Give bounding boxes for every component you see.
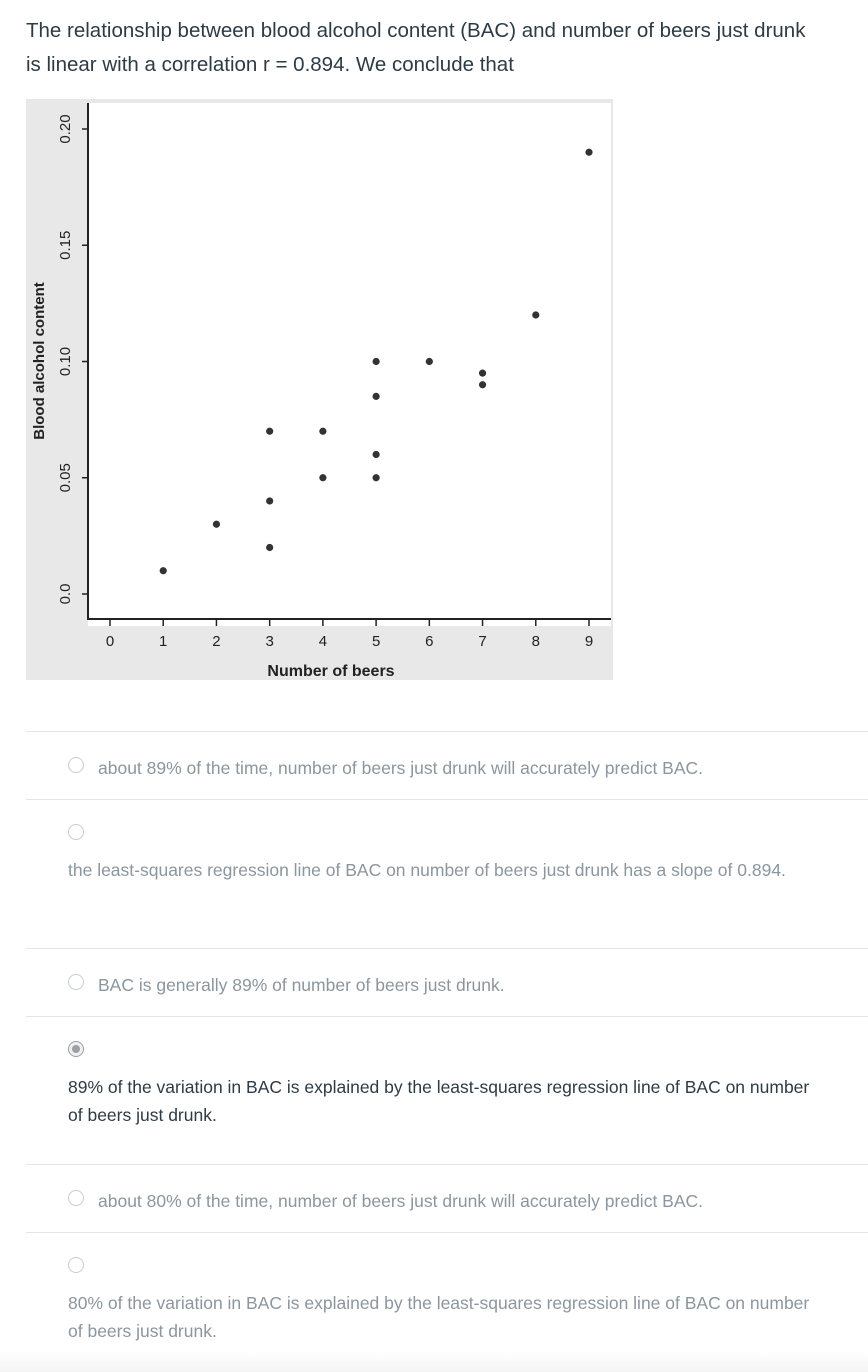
answer-option-3[interactable] [26, 948, 868, 1016]
data-point [266, 544, 273, 551]
plot-area [88, 103, 611, 626]
answer-list [26, 731, 868, 1372]
data-point [373, 451, 380, 458]
y-tick-label: 0.15 [57, 230, 74, 260]
radio-button[interactable] [68, 824, 84, 840]
bottom-fade [0, 1352, 868, 1372]
answer-option-5[interactable] [26, 1164, 868, 1232]
x-tick-label: 5 [371, 633, 381, 650]
data-point [426, 358, 433, 365]
x-tick-label: 6 [425, 633, 434, 650]
x-tick-label: 3 [265, 633, 274, 650]
y-tick-label: 0.20 [57, 114, 74, 144]
x-tick-label: 1 [159, 633, 168, 650]
y-axis-label: Blood alcohol content [31, 282, 48, 440]
data-point [373, 474, 380, 481]
x-tick-label: 7 [478, 633, 487, 650]
data-point [213, 521, 220, 528]
x-axis-label: Number of beers [267, 663, 395, 680]
answer-label: the least-squares regression line of BAC on number of beers just drunk has a slope of 0.894. [68, 860, 786, 880]
x-tick-label: 2 [212, 633, 221, 650]
x-tick-label: 0 [105, 633, 115, 650]
x-tick-label: 8 [531, 633, 540, 650]
answer-label: about 89% of the time, number of beers just drunk will accurately predict BAC. [98, 758, 704, 778]
answer-option-1[interactable] [26, 731, 868, 799]
radio-button-selected[interactable] [68, 1041, 84, 1057]
data-point [373, 358, 380, 365]
data-point [373, 393, 380, 400]
data-point [319, 428, 326, 435]
data-point [266, 428, 273, 435]
answer-label: BAC is generally 89% of number of beers just drunk. [98, 975, 505, 995]
y-tick-label: 0.0 [57, 583, 74, 605]
answer-option-6[interactable] [26, 1232, 868, 1372]
question-text: The relationship between blood alcohol content (BAC) and number of beers just drunk is linear with a correlation r = 0.894. We conclude that [26, 19, 806, 76]
answer-label: 89% of the variation in BAC is explained by the least-squares regression line of BAC on number of beers just drunk. [68, 1077, 810, 1125]
data-point [319, 474, 326, 481]
x-tick-label: 4 [318, 633, 328, 650]
data-point [585, 149, 592, 156]
data-point [160, 567, 167, 574]
radio-button[interactable] [68, 1190, 84, 1206]
data-point [479, 381, 486, 388]
data-point [479, 370, 486, 377]
answer-label: 80% of the variation in BAC is explained by the least-squares regression line of BAC on number of beers just drunk. [68, 1293, 810, 1341]
answer-label: about 80% of the time, number of beers just drunk will accurately predict BAC. [98, 1191, 704, 1211]
radio-button[interactable] [68, 757, 84, 773]
radio-button[interactable] [68, 974, 84, 990]
radio-button[interactable] [68, 1257, 84, 1273]
y-tick-label: 0.05 [57, 463, 74, 493]
chart-svg [26, 99, 613, 680]
y-tick-label: 0.10 [57, 346, 74, 377]
answer-option-2[interactable] [26, 799, 868, 948]
data-point [532, 311, 539, 318]
x-tick-label: 9 [584, 633, 594, 650]
data-point [266, 497, 273, 504]
scatter-chart [26, 99, 613, 680]
answer-option-4[interactable] [26, 1016, 868, 1164]
